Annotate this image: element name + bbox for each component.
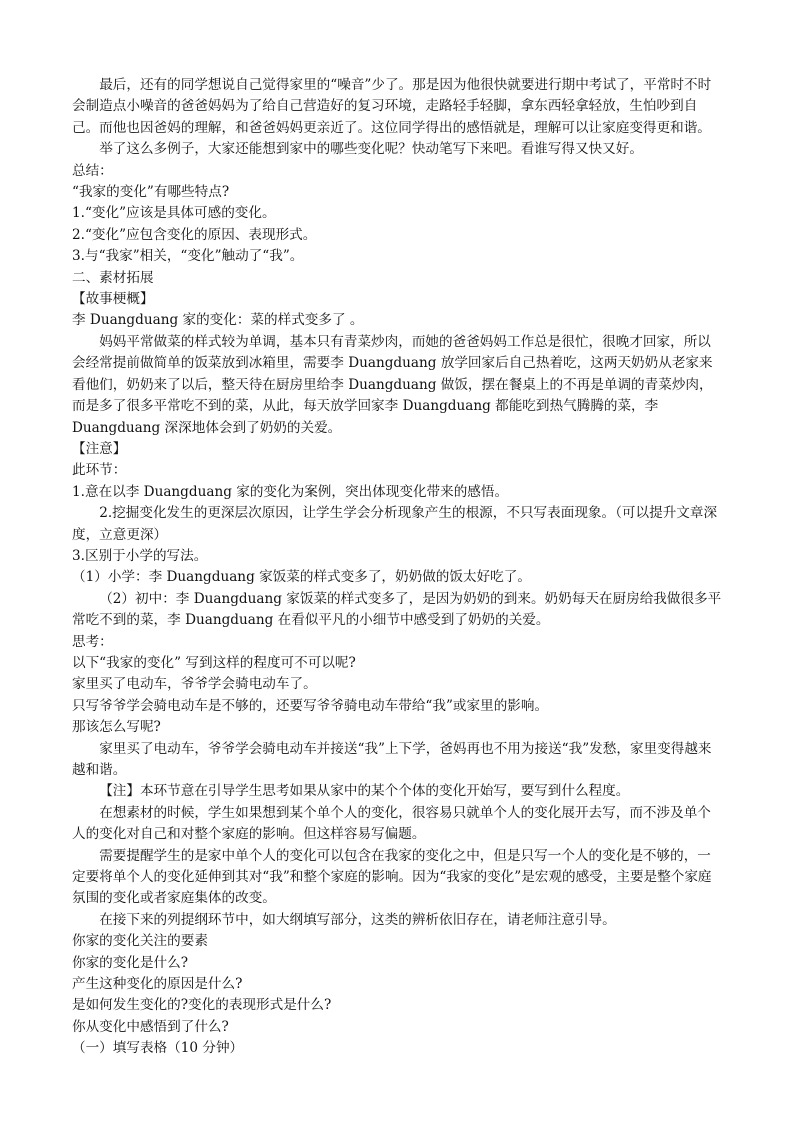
list-item: 1.意在以李 Duangduang 家的变化为案例，突出体现变化带来的感悟。 (72, 483, 509, 500)
text-line: 你家的变化是什么? (72, 954, 189, 971)
paragraph: 需要提醒学生的是家中单个人的变化可以包含在我家的变化之中，但是只写一个人的变化是不够的，一定要将单个人的变化延伸到其对“我”和整个家庭的影响。因为“我家的变化”是宏观的感受，主要是整个家庭氛围的变化或者家庭集体的改变。 (72, 847, 712, 907)
paragraph: 举了这么多例子，大家还能想到家中的哪些变化呢？快动笔写下来吧。看谁写得又快又好。 (99, 141, 643, 158)
text-line: 你家的变化关注的要素 (72, 933, 208, 950)
subsection-heading: 【注意】 (72, 440, 127, 457)
list-item: 3.区别于小学的写法。 (72, 547, 208, 564)
note-paragraph: 【注】本环节意在引导学生思考如果从家中的某个个体的变化开始写，要写到什么程度。 (99, 783, 630, 800)
list-item: 1.“变化”应该是具体可感的变化。 (72, 205, 276, 222)
story-title: 李 Duangduang 家的变化：菜的样式变多了 。 (72, 312, 364, 329)
summary-heading: 总结： (72, 162, 113, 179)
paragraph: 在接下来的列提纲环节中，如大纲填写部分，这类的辨析依旧存在，请老师注意引导。 (99, 911, 616, 928)
paragraph: 最后，还有的同学想说自己觉得家里的“噪音”少了。那是因为他很快就要进行期中考试了，平常时不时会制造点小噪音的爸爸妈妈为了给自己营造好的复习环境，走路轻手轻脚，拿东西轻拿轻放，生怕吵到自己。而他也因爸妈的理解，和爸爸妈妈更亲近了。这位同学得出的感悟就是，理解可以让家庭变得更和谐。 (72, 77, 712, 136)
paragraph: 妈妈平常做菜的样式较为单调，基本只有青菜炒肉，而她的爸爸妈妈工作总是很忙，很晚才回家，所以会经常提前做简单的饭菜放到冰箱里，需要李 Duangduang 放学回家后自己热着吃，这两天奶奶从老家来看他们，奶奶来了以后，整天待在厨房里给李 Duangduang 做饭，摆在餐桌上的不再是单调的青菜炒肉，而是多了很多平常吃不到的菜，从此，每天放学回家李 Duangduang 都能吃到热气腾腾的菜，李 Duangduang 深深地体会到了奶奶的关爱。 (72, 333, 713, 436)
text-line: 你从变化中感悟到了什么? (72, 1018, 229, 1035)
list-item: 2.“变化”应包含变化的原因、表现形式。 (72, 226, 317, 243)
text-line: 产生这种变化的原因是什么? (72, 976, 243, 993)
section-heading: 二、素材拓展 (72, 269, 154, 286)
paragraph: 在想素材的时候，学生如果想到某个单个人的变化，很容易只就单个人的变化展开去写，而不涉及单个人的变化对自己和对整个家庭的影响。但这样容易写偏题。 (72, 804, 711, 843)
text-line: 以下“我家的变化” 写到这样的程度可不可以呢? (72, 654, 356, 671)
section-heading: （一）填写表格（10 分钟） (72, 1040, 244, 1057)
text-line: 家里买了电动车，爷爷学会骑电动车了。 (72, 676, 317, 693)
text-line: 只写爷爷学会骑电动车是不够的，还要写爷爷骑电动车带给“我”或家里的影响。 (72, 697, 549, 714)
text-line: 此环节： (72, 462, 127, 479)
document-body (72, 75, 724, 1060)
text-line: 那该怎么写呢? (72, 719, 161, 736)
text-line: 是如何发生变化的?变化的表现形式是什么? (72, 997, 332, 1014)
list-item: （1）小学：李 Duangduang 家饭菜的样式变多了，奶奶做的饭太好吃了。 (72, 569, 531, 586)
paragraph: 家里买了电动车，爷爷学会骑电动车并接送“我”上下学，爸妈再也不用为接送“我”发愁，家里变得越来越和谐。 (72, 740, 712, 778)
list-item: （2）初中：李 Duangduang 家饭菜的样式变多了，是因为奶奶的到来。奶奶每天在厨房给我做很多平常吃不到的菜，李 Duangduang 在看似平凡的小细节中感受到了奶奶的关爱。 (72, 590, 722, 629)
text-line: 思考： (72, 633, 113, 650)
subsection-heading: 【故事梗概】 (72, 291, 154, 308)
list-item: 2.挖掘变化发生的更深层次原因，让学生学会分析现象产生的根源，不只写表面现象。（可以提升文章深度，立意更深） (72, 505, 718, 543)
question-line: “我家的变化”有哪些特点? (72, 184, 230, 201)
list-item: 3.与“我家”相关，“变化”触动了“我”。 (72, 248, 304, 265)
